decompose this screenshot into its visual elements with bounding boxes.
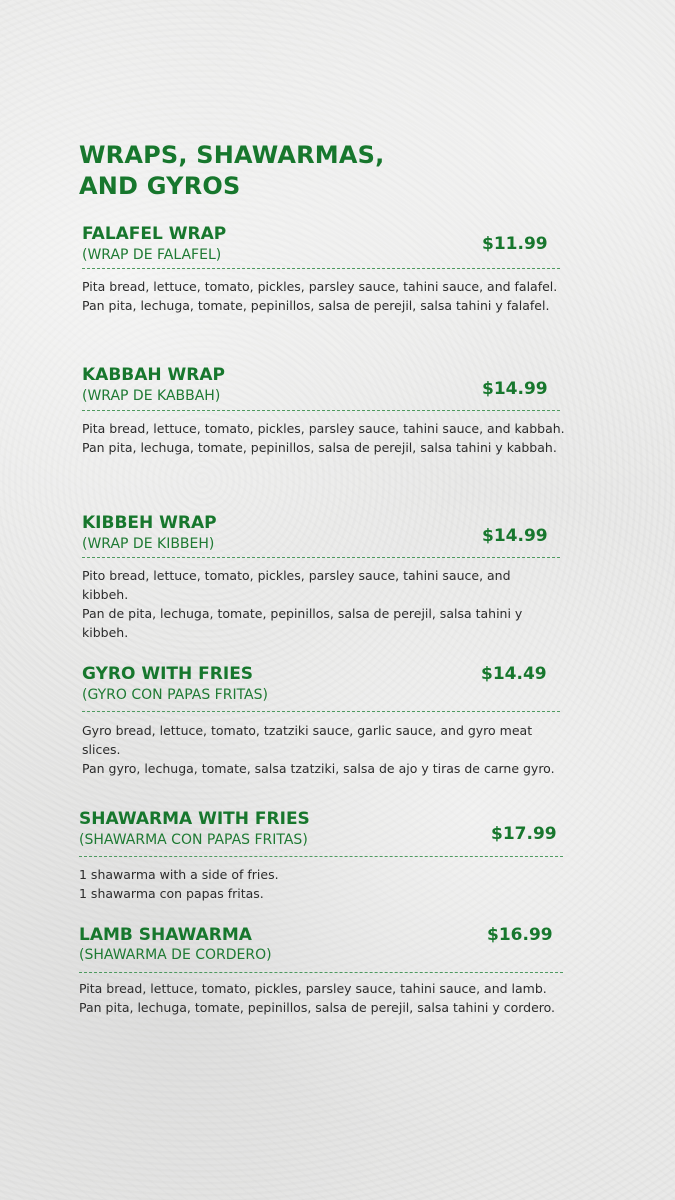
item-description-es: Pan pita, lechuga, tomate, pepinillos, salsa de perejil, salsa tahini y kabbah. [82, 440, 557, 455]
item-description-es: Pan gyro, lechuga, tomate, salsa tzatziki, salsa de ajo y tiras de carne gyro. [82, 761, 555, 776]
item-price: $14.99 [482, 379, 548, 399]
item-subtitle: (WRAP DE FALAFEL) [82, 247, 222, 263]
item-description-es: 1 shawarma con papas fritas. [79, 886, 264, 901]
item-subtitle: (GYRO CON PAPAS FRITAS) [82, 687, 268, 703]
item-name: KABBAH WRAP [82, 365, 226, 385]
item-description-en: Pita bread, lettuce, tomato, pickles, parsley sauce, tahini sauce, and falafel. [82, 279, 558, 294]
item-description-en: Pito bread, lettuce, tomato, pickles, parsley sauce, tahini sauce, and kibbeh. [82, 568, 511, 602]
item-description-en: Pita bread, lettuce, tomato, pickles, parsley sauce, tahini sauce, and kabbah. [82, 421, 565, 436]
item-description-es: Pan de pita, lechuga, tomate, pepinillos, salsa de perejil, salsa tahini y kibbeh. [82, 606, 523, 640]
item-divider [82, 711, 560, 712]
item-subtitle: (WRAP DE KIBBEH) [82, 536, 215, 552]
item-divider [82, 557, 560, 558]
item-name: GYRO WITH FRIES [82, 664, 254, 684]
item-description [82, 277, 570, 315]
item-name: KIBBEH WRAP [82, 513, 217, 533]
item-name: LAMB SHAWARMA [79, 925, 252, 945]
item-subtitle: (WRAP DE KABBAH) [82, 388, 221, 404]
item-description-en: Gyro bread, lettuce, tomato, tzatziki sauce, garlic sauce, and gyro meat slices. [82, 723, 533, 757]
item-description [79, 865, 559, 903]
item-description-es: Pan pita, lechuga, tomate, pepinillos, salsa de perejil, salsa tahini y cordero. [79, 1000, 556, 1015]
section-title [79, 140, 479, 202]
item-subtitle: (SHAWARMA CON PAPAS FRITAS) [79, 832, 308, 848]
item-divider [79, 972, 563, 973]
section-title-line-2: AND GYROS [79, 172, 241, 200]
item-name: FALAFEL WRAP [82, 224, 227, 244]
item-description-en: 1 shawarma with a side of fries. [79, 867, 279, 882]
item-divider [82, 268, 560, 269]
item-price: $16.99 [487, 925, 553, 945]
item-price: $14.99 [482, 526, 548, 546]
item-name: SHAWARMA WITH FRIES [79, 809, 310, 829]
item-subtitle: (SHAWARMA DE CORDERO) [79, 947, 272, 963]
item-description [82, 419, 570, 457]
item-divider [79, 856, 563, 857]
item-description [82, 566, 542, 642]
item-description [82, 721, 562, 778]
item-price: $11.99 [482, 234, 548, 254]
item-description [79, 979, 567, 1017]
item-price: $14.49 [481, 664, 547, 684]
item-description-en: Pita bread, lettuce, tomato, pickles, parsley sauce, tahini sauce, and lamb. [79, 981, 547, 996]
item-price: $17.99 [491, 824, 557, 844]
section-title-line-1: WRAPS, SHAWARMAS, [79, 141, 385, 169]
item-divider [82, 410, 560, 411]
item-description-es: Pan pita, lechuga, tomate, pepinillos, salsa de perejil, salsa tahini y falafel. [82, 298, 550, 313]
